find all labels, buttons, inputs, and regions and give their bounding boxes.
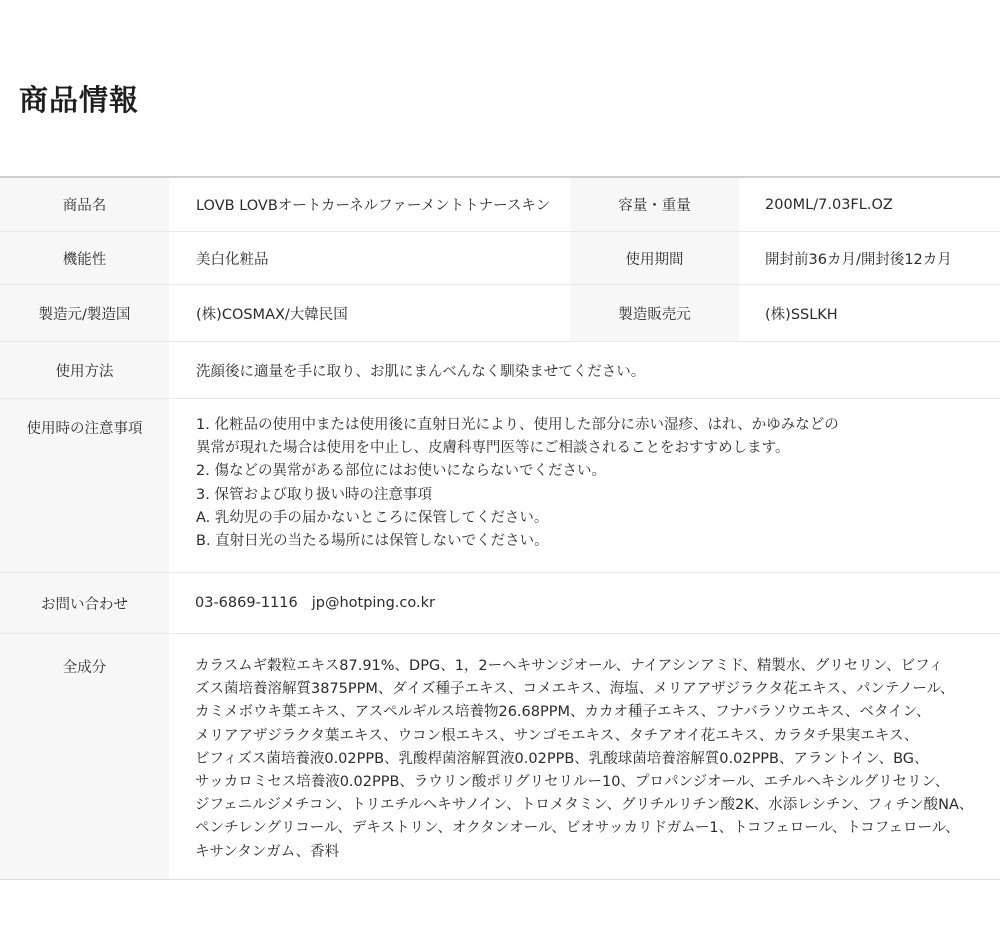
ingredient-line: ビフィズス菌培養液0.02PPB、乳酸桿菌溶解質液0.02PPB、乳酸球菌培養溶解質0.02PPB、アラントイン、BG、	[195, 750, 929, 767]
usage-value: 洗顔後に適量を手に取り、お肌にまんべんなく馴染ませてください。	[196, 363, 646, 380]
contact-phone: 03-6869-1116	[195, 595, 298, 611]
ingredient-line: ジフェニルジメチコン、トリエチルヘキサノイン、トロメタミン、グリチルリチン酸2K、水添レシチン、フィチン酸NA、	[195, 797, 974, 814]
ingredient-line: キサンタンガム、香料	[195, 843, 340, 860]
capacity-value: 200ML/7.03FL.OZ	[765, 196, 893, 213]
function-label: 機能性	[0, 232, 169, 284]
seller-value: (株)SSLKH	[765, 306, 838, 323]
precaution-line: 1. 化粧品の使用中または使用後に直射日光により、使用した部分に赤い湿疹、はれ、かゆみなどの	[196, 417, 839, 433]
product-name-label: 商品名	[0, 178, 169, 231]
capacity-label: 容量・重量	[570, 178, 739, 231]
table-row	[0, 232, 1000, 285]
precautions-value	[169, 399, 1000, 572]
ingredient-line: ズス菌培養溶解質3875PPM、ダイズ種子エキス、コメエキス、海塩、メリアアザジラクタ花エキス、パンテノール、	[195, 681, 955, 698]
product-name-value: LOVB LOVBオートカーネルファーメントトナースキン	[196, 198, 551, 214]
precaution-line: 2. 傷などの異常がある部位にはお使いにならないでください。	[196, 463, 606, 480]
manufacturer-value: (株)COSMAX/大韓民国	[196, 306, 348, 323]
seller-label: 製造販売元	[570, 285, 739, 341]
manufacturer-label: 製造元/製造国	[0, 285, 169, 341]
table-row	[0, 178, 1000, 232]
page-title: 商品情報	[19, 83, 140, 117]
table-row	[0, 342, 1000, 399]
table-row	[0, 399, 1000, 573]
contact-email: jp@hotping.co.kr	[311, 595, 435, 611]
precaution-line: 3. 保管および取り扱い時の注意事項	[196, 486, 432, 503]
precaution-line: A. 乳幼児の手の届かないところに保管してください。	[196, 509, 549, 526]
ingredient-line: ペンチレングリコール、デキストリン、オクタンオール、ビオサッカリドガムー1、トコフェロール、トコフェロール、	[195, 820, 960, 837]
precaution-line: B. 直射日光の当たる場所には保管しないでください。	[196, 533, 549, 550]
ingredient-line: カミメボウキ葉エキス、アスペルギルス培養物26.68PPM、カカオ種子エキス、フナバラソウエキス、ベタイン、	[195, 704, 931, 721]
product-info-table	[0, 176, 1000, 880]
ingredient-line: メリアアザジラクタ葉エキス、ウコン根エキス、サンゴモエキス、タチアオイ花エキス、カラタチ果実エキス、	[195, 727, 919, 744]
function-value: 美白化粧品	[196, 251, 269, 268]
ingredients-label: 全成分	[0, 634, 169, 879]
precautions-label: 使用時の注意事項	[0, 399, 169, 572]
precaution-line: 異常が現れた場合は使用を中止し、皮膚科専門医等にご相談されることをおすすめします。	[196, 440, 790, 457]
table-row	[0, 573, 1000, 634]
period-label: 使用期間	[570, 232, 739, 284]
ingredients-value	[169, 634, 1000, 879]
usage-label: 使用方法	[0, 342, 169, 398]
contact-value	[169, 573, 1000, 633]
contact-label: お問い合わせ	[0, 573, 169, 633]
table-row	[0, 285, 1000, 342]
table-row	[0, 634, 1000, 879]
ingredient-line: サッカロミセス培養液0.02PPB、ラウリン酸ポリグリセリルー10、プロパンジオール、エチルヘキシルグリセリン、	[195, 774, 950, 791]
period-value: 開封前36カ月/開封後12カ月	[765, 251, 952, 268]
ingredient-line: カラスムギ穀粒エキス87.91%、DPG、1，2ーヘキサンジオール、ナイアシンアミド、精製水、グリセリン、ビフィ	[195, 658, 943, 674]
